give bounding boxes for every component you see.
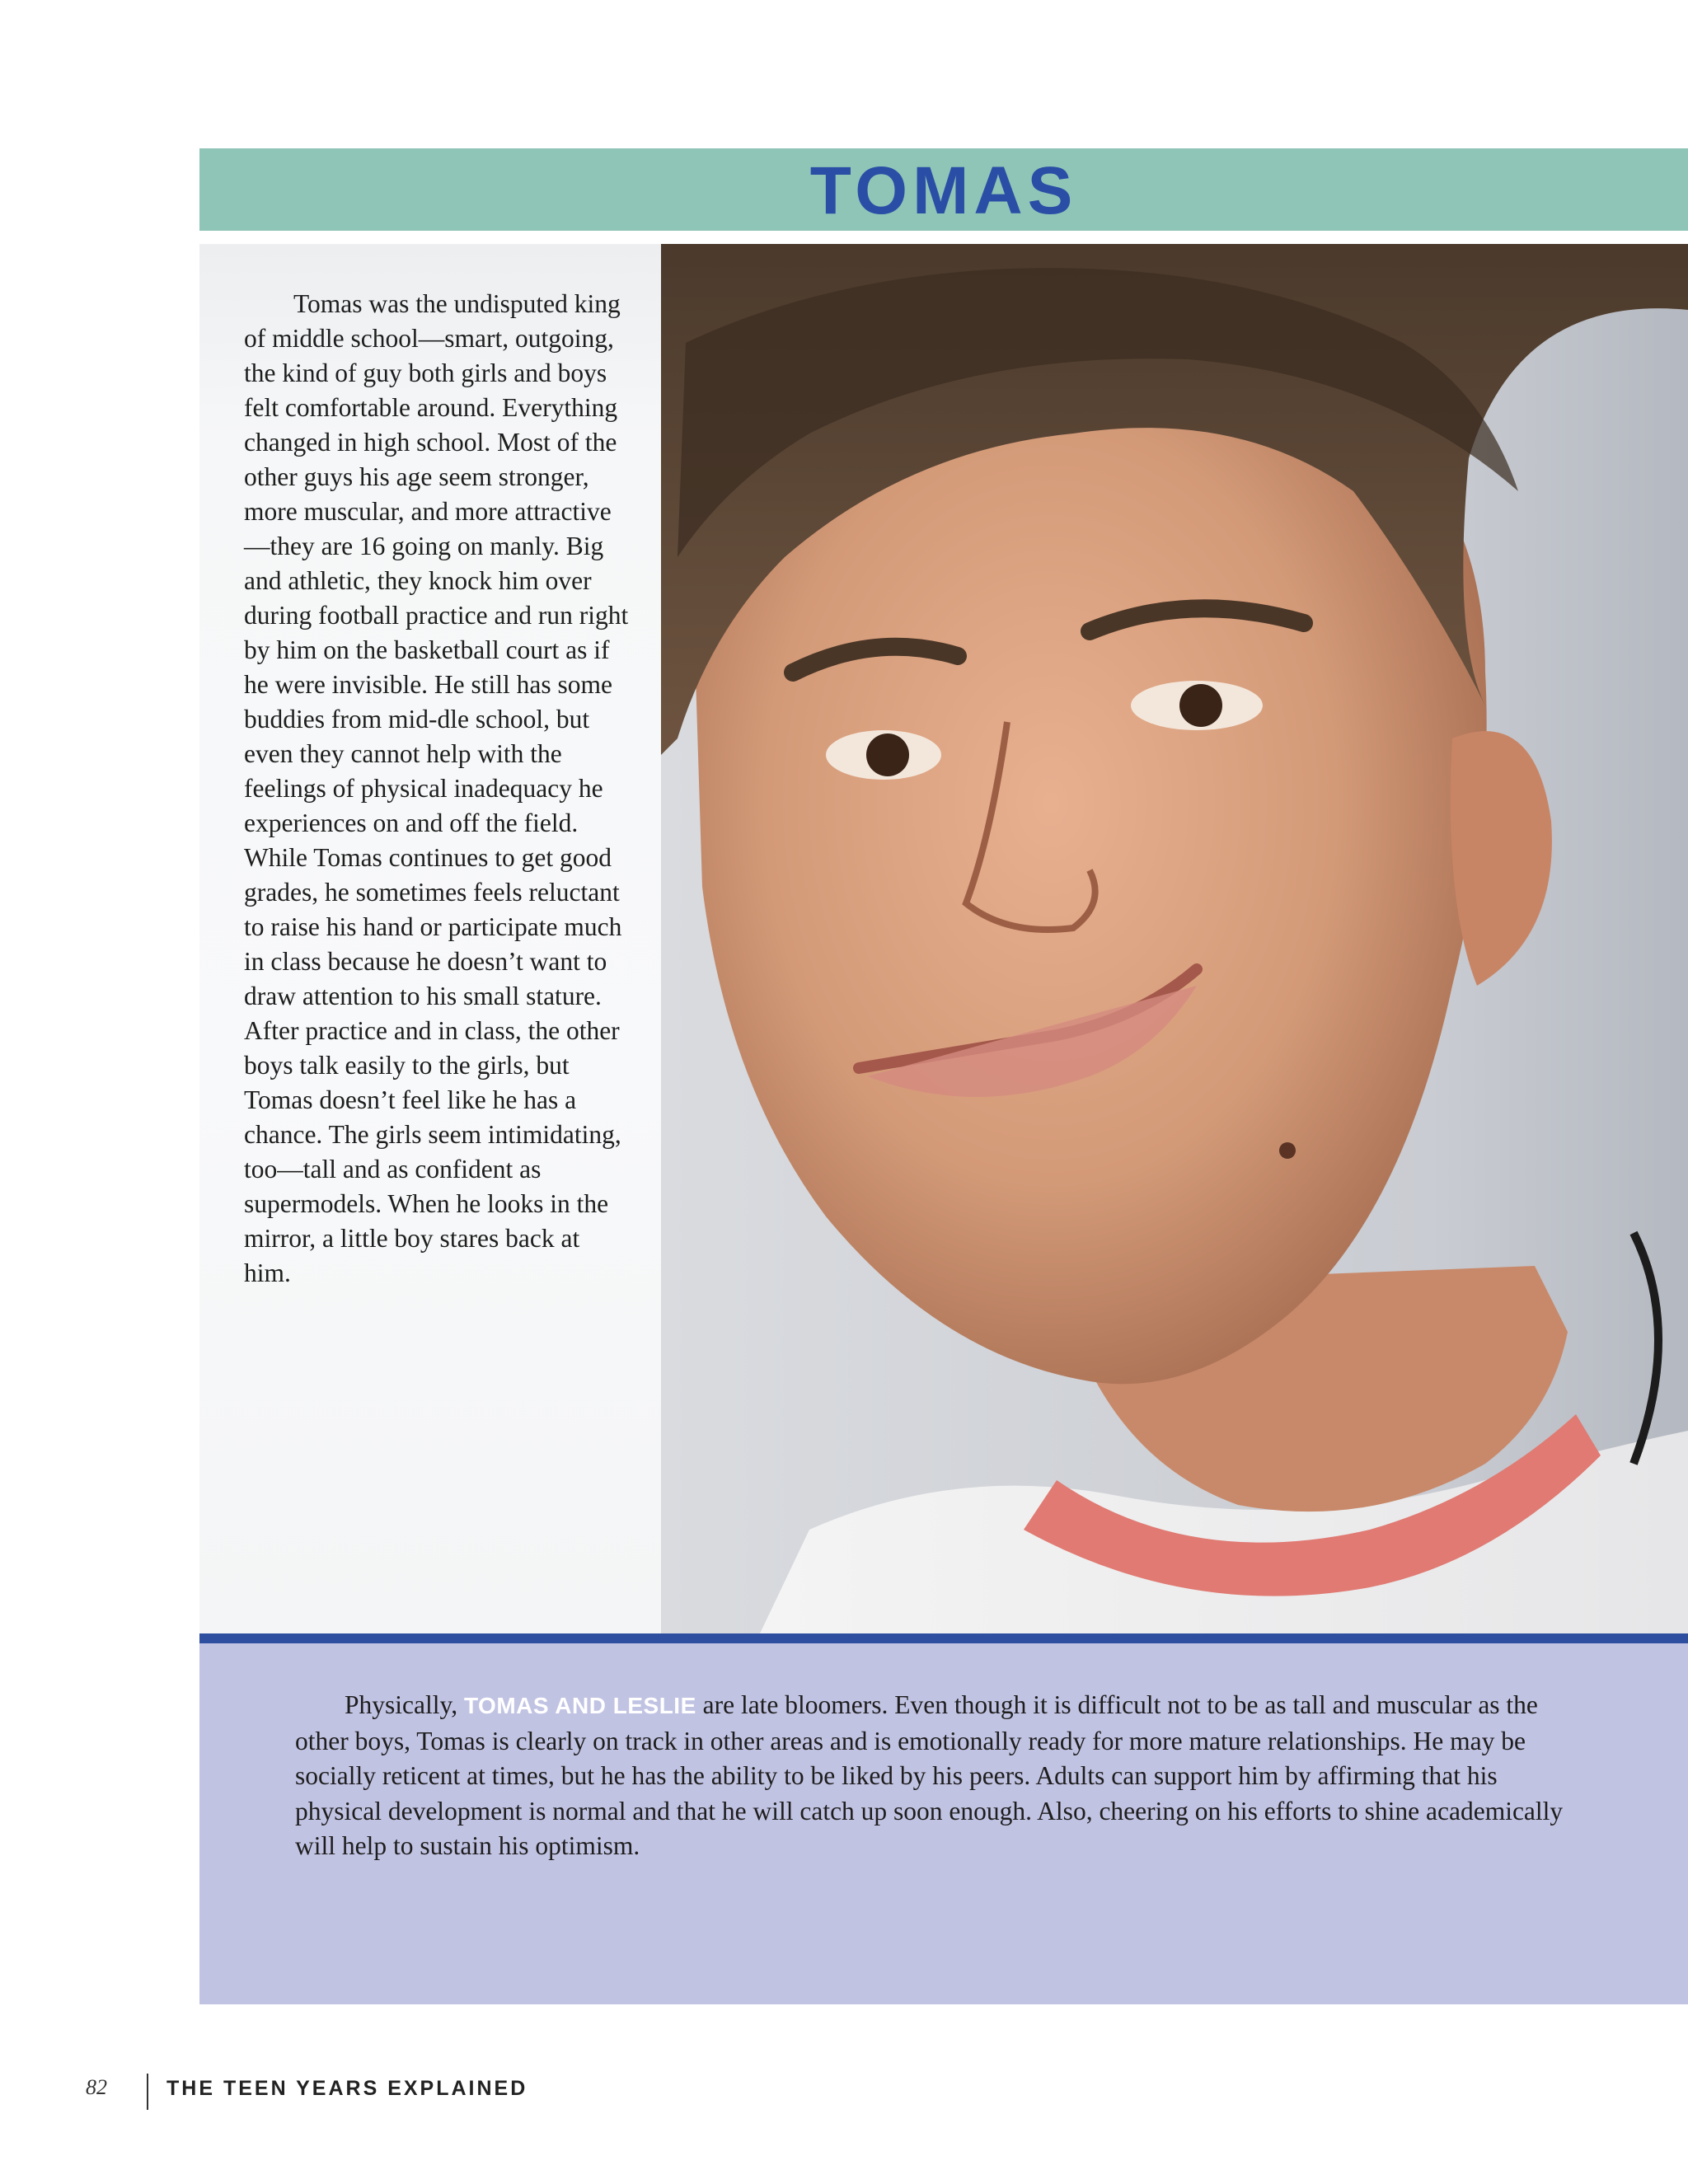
commentary-highlight: TOMAS AND LESLIE [463, 1693, 696, 1718]
story-paragraph: Tomas was the undisputed king of middle school—smart, outgoing, the kind of guy both girls and boys felt comfortable around. Everything changed in high school. Most of the other guys his age seem stronger, more muscular, and more attractive—they are 16 going on manly. Big and athletic, they knock him over during football practice and run right by him on the basketball court as if he were invisible. He still has some buddies from mid-dle school, but even they cannot help with the feelings of physical inadequacy he experiences on and off the field. While Tomas continues to get good grades, he sometimes feels reluctant to raise his hand or participate much in class because he doesn’t want to draw attention to his small stature. After practice and in class, the other boys talk easily to the girls, but Tomas doesn’t feel like he has a chance. The girls seem intimidating, too—tall and as confident as supermodels. When he looks in the mirror, a little boy stares back at him. [244, 289, 629, 1287]
footer-divider [147, 2074, 148, 2110]
commentary-lead: Physically, [345, 1690, 464, 1719]
commentary-paragraph [295, 1688, 1564, 1864]
section-divider [199, 1633, 1688, 1643]
commentary-text [295, 1688, 1564, 1864]
commentary-body: are late bloomers. Even though it is difficult not to be as tall and muscular as the other boys, Tomas is clearly on track in other areas and is emotionally ready for more mature relationships. He may be socially reticent at times, but he has the ability to be liked by his peers. Adults can support him by affirming that his physical development is normal and that he will catch up soon enough. Also, cheering on his efforts to shine academically will help to sustain his optimism. [295, 1690, 1564, 1860]
story-text [244, 287, 631, 1291]
page-number: 82 [86, 2075, 107, 2099]
page-title: TOMAS [809, 153, 1078, 228]
portrait-photo [661, 244, 1688, 1633]
portrait-illustration [661, 244, 1688, 1633]
running-footer-title: THE TEEN YEARS EXPLAINED [166, 2077, 528, 2100]
